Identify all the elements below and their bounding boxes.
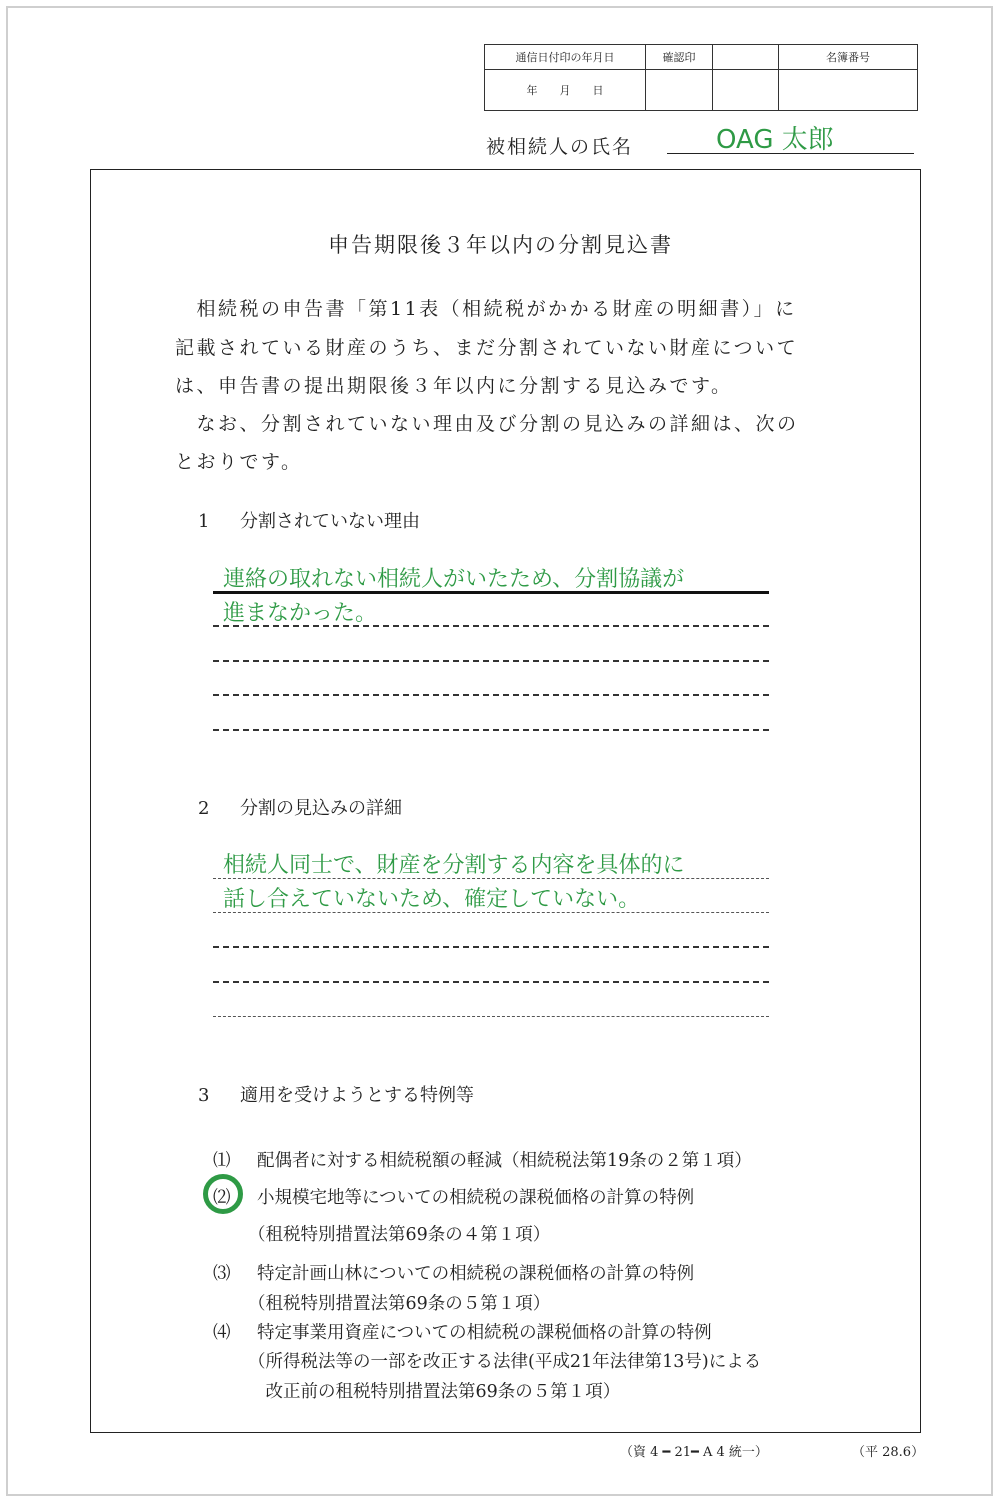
answer-rule (213, 660, 769, 662)
item-text: 特定計画山林についての相続税の課税価格の計算の特例 (257, 1264, 695, 1284)
section-3-heading (198, 1081, 474, 1107)
heir-name-value[interactable]: OAG 太郎 (716, 125, 834, 155)
form-reference-code: （資 4 ━ 21━ A 4 統一） (620, 1445, 768, 1460)
answer-rule (213, 1016, 769, 1017)
item-subtext: （租税特別措置法第69条の５第１項） (248, 1294, 551, 1314)
item-subtext: （租税特別措置法第69条の４第１項） (248, 1225, 551, 1245)
answer-rule (213, 981, 769, 983)
answer-rule (213, 625, 769, 627)
stamp-header-confirm: 確認印 (646, 45, 713, 70)
section-3-title: 適用を受けようとする特例等 (240, 1085, 474, 1106)
section-2-title: 分割の見込みの詳細 (240, 798, 402, 819)
section-2-answer-line[interactable]: 話し合えていないため、確定していない。 (223, 887, 641, 912)
stamp-confirm-cell[interactable] (646, 70, 713, 111)
stamp-date-cell[interactable]: 年 月 日 (485, 70, 646, 111)
section-1-title: 分割されていない理由 (240, 511, 420, 532)
item-subtext: （所得税法等の一部を改正する法律(平成21年法律第13号)による (248, 1352, 762, 1372)
section-1-answer-line[interactable]: 連絡の取れない相続人がいたため、分割協議が (223, 567, 685, 592)
item-text: 配偶者に対する相続税額の軽減（相続税法第19条の２第１項） (257, 1151, 752, 1171)
stamp-header-register-number: 名簿番号 (779, 45, 918, 70)
selection-circle-icon (203, 1174, 243, 1214)
item-number: ⑴ (213, 1151, 231, 1171)
answer-rule (213, 878, 769, 879)
item-text: 小規模宅地等についての相続税の課税価格の計算の特例 (257, 1188, 695, 1208)
section-2-number: 2 (198, 798, 210, 819)
special-provision-item[interactable] (213, 1147, 752, 1172)
section-1-number: 1 (198, 511, 210, 532)
special-provision-item[interactable] (213, 1319, 712, 1344)
section-1-answer-line[interactable]: 進まなかった。 (223, 601, 378, 626)
document-title: 申告期限後３年以内の分割見込書 (328, 233, 673, 257)
stamp-table (484, 44, 918, 111)
item-number: ⑵ (213, 1188, 231, 1208)
form-revision-date: （平 28.6） (852, 1445, 925, 1460)
answer-rule (213, 912, 769, 913)
section-3-number: 3 (198, 1085, 210, 1106)
intro-line: 記載されている財産のうち、まだ分割されていない財産について (175, 337, 799, 359)
stamp-blank-cell[interactable] (713, 70, 779, 111)
answer-rule (213, 729, 769, 731)
intro-line: とおりです。 (175, 451, 303, 473)
stamp-register-cell[interactable] (779, 70, 918, 111)
intro-line: は、申告書の提出期限後３年以内に分割する見込みです。 (175, 375, 733, 397)
section-2-heading (198, 794, 402, 820)
item-text: 特定事業用資産についての相続税の課税価格の計算の特例 (257, 1323, 712, 1343)
item-number: ⑶ (213, 1264, 231, 1284)
stamp-header-date: 通信日付印の年月日 (485, 45, 646, 70)
answer-rule (213, 694, 769, 696)
section-2-answer-line[interactable]: 相続人同士で、財産を分割する内容を具体的に (223, 853, 685, 878)
answer-rule (213, 591, 769, 594)
special-provision-item-selected[interactable] (213, 1184, 694, 1209)
stamp-header-blank (713, 45, 779, 70)
intro-line: なお、分割されていない理由及び分割の見込みの詳細は、次の (175, 413, 799, 435)
answer-rule (213, 946, 769, 948)
heir-name-label: 被相続人の氏名 (486, 136, 634, 158)
section-1-heading (198, 507, 420, 533)
special-provision-item[interactable] (213, 1260, 694, 1285)
item-number: ⑷ (213, 1323, 231, 1343)
intro-line: 相続税の申告書「第11表（相続税がかかる財産の明細書）」に (175, 298, 797, 320)
item-subtext: 改正前の租税特別措置法第69条の５第１項） (248, 1382, 621, 1402)
